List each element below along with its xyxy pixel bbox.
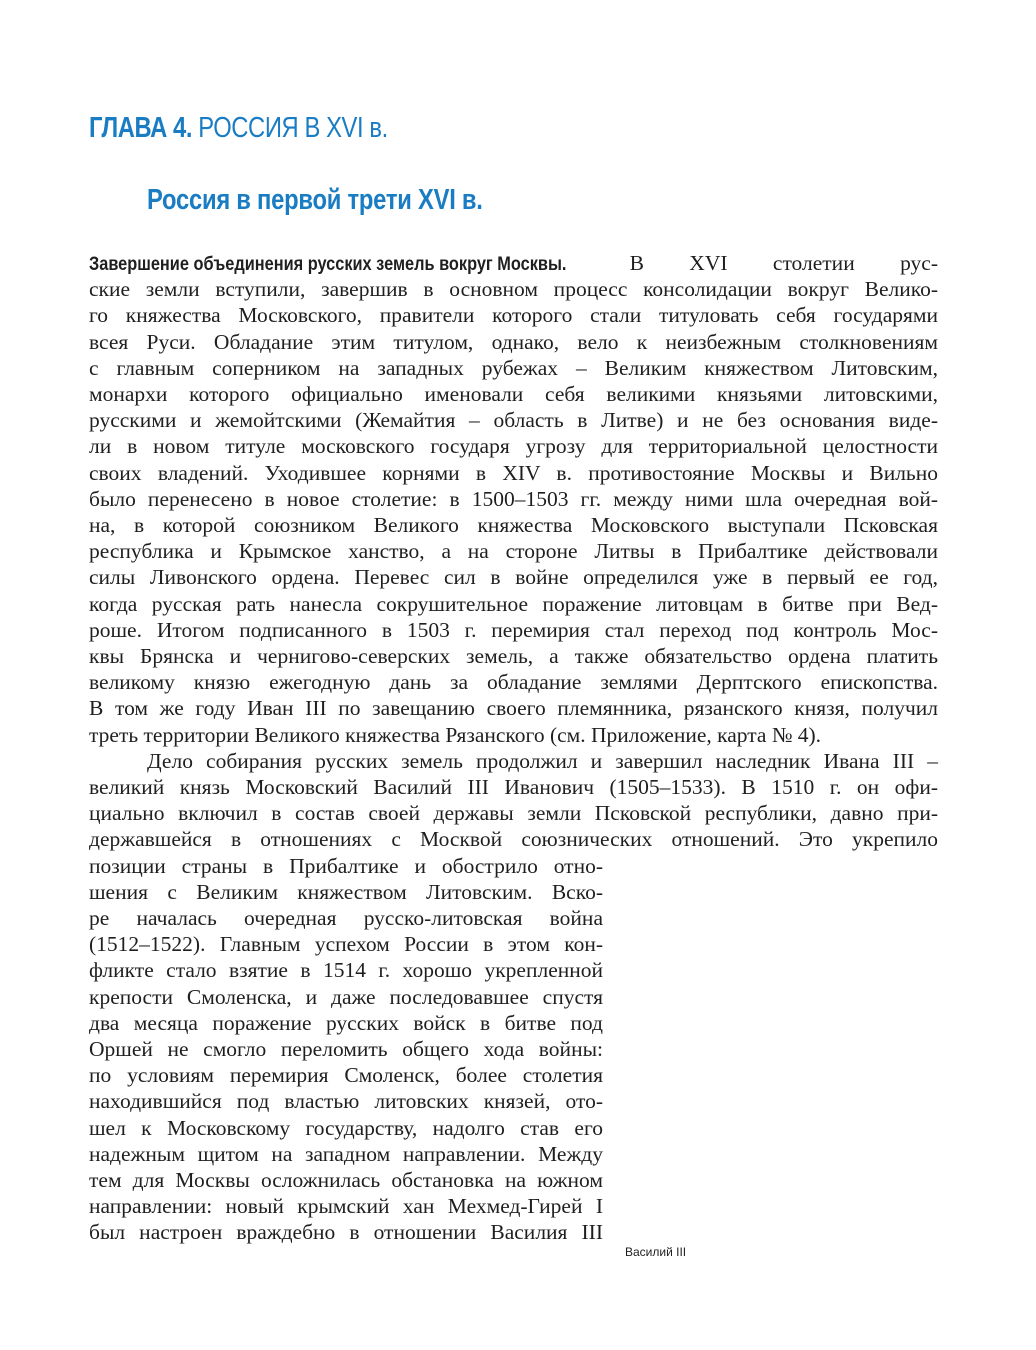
text-line: было перенесено в новое столетие: в 1500–1503 гг. между ними шла очередная вой-	[89, 486, 938, 511]
text-line: державшейся в отношениях с Москвой союзнических отношений. Это укрепило	[89, 827, 938, 852]
text-line: великий князь Московский Василий III Иванович (1505–1533). В 1510 г. он офи-	[89, 775, 938, 799]
text-line	[89, 250, 938, 276]
section-title: Россия в первой трети XVI в.	[147, 184, 483, 216]
text-line: по условиям перемирия Смоленск, более столетия	[89, 1063, 603, 1088]
text-line: был настроен враждебно в отношении Василия III	[89, 1220, 603, 1245]
text-line: когда русская рать нанесла сокрушительное поражение литовцам в битве при Вед-	[89, 591, 938, 616]
text-line: крепости Смоленска, и даже последовавшее спустя	[89, 984, 603, 1009]
text-line: позиции страны в Прибалтике и обострило отно-	[89, 853, 603, 878]
line-text: В XVI столетии рус-	[629, 251, 938, 275]
text-line: тем для Москвы осложнилась обстановка на южном	[89, 1168, 603, 1192]
text-line: В том же году Иван III по завещанию своего племянника, рязанского князя, получил	[89, 696, 938, 721]
chapter-label: ГЛАВА 4.	[89, 112, 193, 144]
text-line: направлении: новый крымский хан Мехмед-Гирей I	[89, 1194, 603, 1219]
text-line: роше. Итогом подписанного в 1503 г. перемирия стал переход под контроль Мос-	[89, 617, 938, 642]
text-line: шения с Великим княжеством Литовским. Вско-	[89, 879, 603, 904]
text-line: фликте стало взятие в 1514 г. хорошо укрепленной	[89, 958, 603, 983]
text-line: надежным щитом на западном направлении. Между	[89, 1141, 603, 1166]
text-line: республика и Крымское ханство, а на стороне Литвы в Прибалтике действовали	[89, 539, 938, 564]
text-line: всея Руси. Обладание этим титулом, однако, вело к неизбежным столкновениям	[89, 329, 938, 354]
text-line: шел к Московскому государству, надолго став его	[89, 1115, 603, 1140]
text-line: великому князю ежегодную дань за обладание землями Дерптского епископства.	[89, 670, 938, 695]
text-line: два месяца поражение русских войск в битве под	[89, 1010, 603, 1035]
text-line: находившийся под властью литовских князей, ото-	[89, 1089, 603, 1114]
text-line: на, в которой союзником Великого княжества Московского выступали Псковская	[89, 513, 938, 537]
text-line: квы Брянска и чернигово-северских земель, а также обязательство ордена платить	[89, 644, 938, 668]
text-line: циально включил в состав своей державы земли Псковской республики, давно при-	[89, 801, 938, 826]
text-line: ли в новом титуле московского государя угрозу для территориальной целостности	[89, 434, 938, 459]
chapter-title: РОССИЯ В XVI в.	[198, 112, 388, 144]
text-line: русскими и жемойтскими (Жемайтия – область в Литве) и не без основания виде-	[89, 408, 938, 433]
text-line: монархи которого официально именовали себя великими князьями литовскими,	[89, 382, 938, 406]
text-line: с главным соперником на западных рубежах – Великим княжеством Литовским,	[89, 355, 938, 380]
text-line: ские земли вступили, завершив в основном процесс консолидации вокруг Велико-	[89, 277, 938, 302]
text-line: (1512–1522). Главным успехом России в этом кон-	[89, 932, 603, 957]
text-line: Дело собирания русских земель продолжил и завершил наследник Ивана III –	[147, 748, 938, 773]
text-line: треть территории Великого княжества Рязанского (см. Приложение, карта № 4).	[89, 722, 822, 747]
text-line: Оршей не смогло переломить общего хода войны:	[89, 1037, 603, 1061]
text-line: своих владений. Уходившее корнями в XIV в. противостояние Москвы и Вильно	[89, 460, 938, 485]
text-line: силы Ливонского ордена. Перевес сил в войне определился уже в первый ее год,	[89, 565, 938, 590]
text-line: го княжества Московского, правители которого стали титуловать себя государями	[89, 303, 938, 328]
figure-caption: Василий III	[625, 1245, 687, 1259]
text-line: ре началась очередная русско-литовская война	[89, 906, 603, 930]
paragraph-lead: Завершение объединения русских земель вокруг Москвы.	[89, 254, 567, 275]
chapter-heading	[89, 112, 388, 145]
